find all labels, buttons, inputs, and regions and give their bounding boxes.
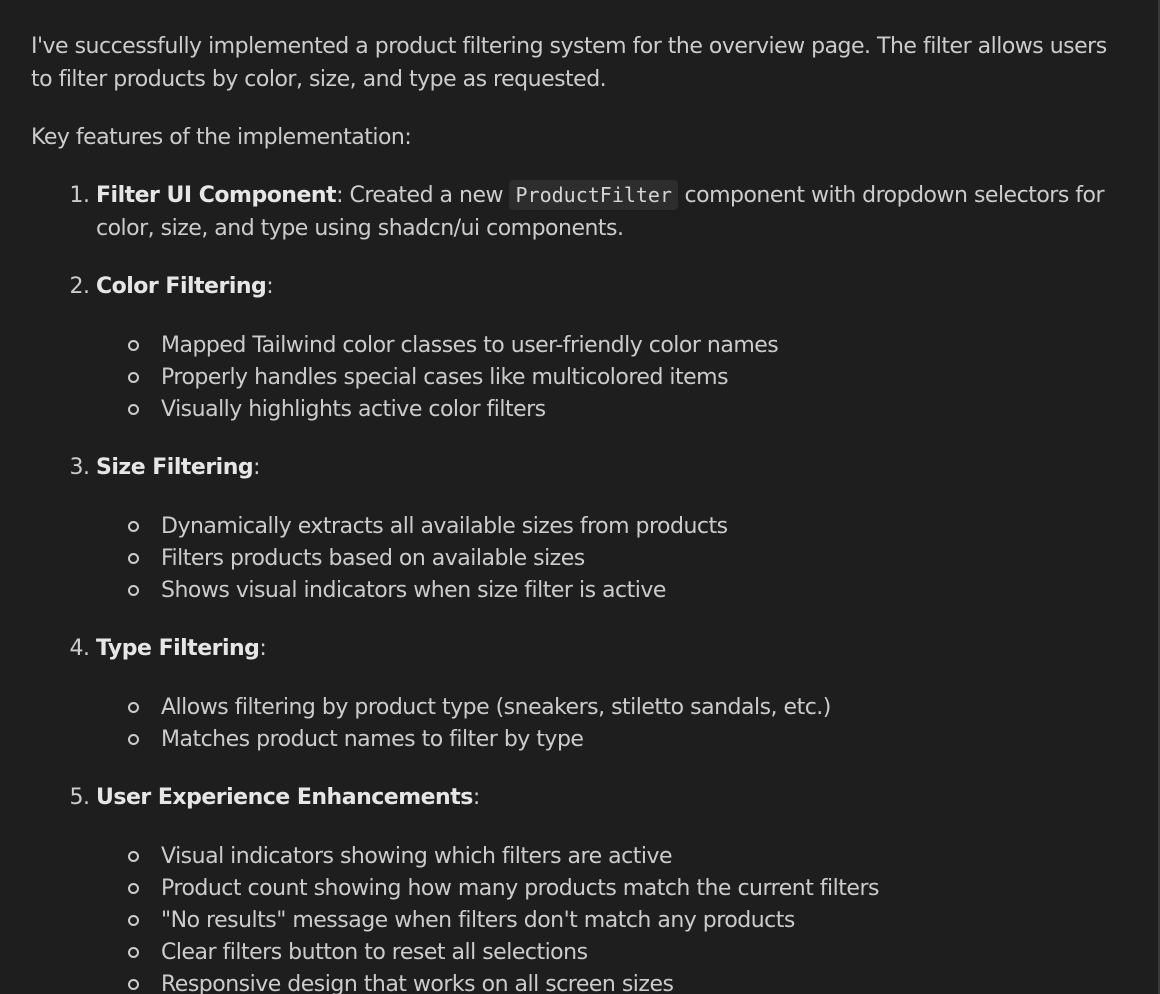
bullet-circle-icon (128, 702, 139, 713)
list-item (161, 873, 1131, 905)
feature-title: Type Filtering (96, 636, 260, 661)
list-item-text: Filters products based on available sizes (161, 546, 585, 571)
list-item-text: Dynamically extracts all available sizes from products (161, 514, 728, 539)
feature-item (96, 451, 1131, 607)
list-item (161, 969, 1131, 994)
bullet-circle-icon (128, 734, 139, 745)
list-item-text: "No results" message when filters don't match any products (161, 908, 795, 933)
bullet-circle-icon (128, 883, 139, 894)
list-item-text: Properly handles special cases like multicolored items (161, 365, 729, 390)
bullet-circle-icon (128, 404, 139, 415)
list-item (161, 937, 1131, 969)
feature-item (96, 781, 1131, 994)
list-item (161, 905, 1131, 937)
list-item (161, 543, 1131, 575)
list-item-text: Visually highlights active color filters (161, 397, 546, 422)
list-item (161, 362, 1131, 394)
inline-code: ProductFilter (509, 180, 678, 210)
bullet-circle-icon (128, 340, 139, 351)
bullet-circle-icon (128, 372, 139, 383)
list-item-text: Shows visual indicators when size filter is active (161, 578, 666, 603)
list-item-text: Matches product names to filter by type (161, 727, 584, 752)
bullet-circle-icon (128, 585, 139, 596)
list-item-text: Product count showing how many products match the current filters (161, 876, 879, 901)
feature-title: User Experience Enhancements (96, 785, 473, 810)
list-item (161, 692, 1131, 724)
list-item (161, 394, 1131, 426)
list-item (161, 841, 1131, 873)
list-item-text: Visual indicators showing which filters are active (161, 844, 672, 869)
list-item-text: Mapped Tailwind color classes to user-friendly color names (161, 333, 779, 358)
bullet-circle-icon (128, 947, 139, 958)
list-item (161, 575, 1131, 607)
feature-text: component with dropdown selectors for color, size, and type using shadcn/ui components. (96, 183, 1105, 241)
feature-item (96, 179, 1131, 245)
feature-suffix: : (253, 455, 261, 480)
sub-list (96, 841, 1131, 994)
feature-text: : Created a new (336, 183, 510, 208)
list-item-text: Responsive design that works on all screen sizes (161, 972, 674, 994)
sub-list (96, 692, 1131, 756)
feature-item (96, 270, 1131, 426)
sub-list (96, 511, 1131, 607)
feature-suffix: : (266, 274, 274, 299)
list-item-text: Clear filters button to reset all selections (161, 940, 588, 965)
intro-paragraph: I've successfully implemented a product filtering system for the overview page. The filter allows users to filter products by color, size, and type as requested. (31, 34, 1107, 92)
feature-title: Size Filtering (96, 455, 254, 480)
list-item (161, 330, 1131, 362)
list-item (161, 511, 1131, 543)
bullet-circle-icon (128, 979, 139, 990)
feature-suffix: : (259, 636, 267, 661)
feature-title: Color Filtering (96, 274, 267, 299)
bullet-circle-icon (128, 915, 139, 926)
features-heading: Key features of the implementation: (31, 125, 412, 150)
bullet-circle-icon (128, 553, 139, 564)
bullet-circle-icon (128, 851, 139, 862)
features-list (31, 179, 1131, 994)
feature-suffix: : (472, 785, 480, 810)
feature-item (96, 632, 1131, 756)
assistant-message (31, 30, 1131, 994)
bullet-circle-icon (128, 521, 139, 532)
list-item (161, 724, 1131, 756)
list-item-text: Allows filtering by product type (sneakers, stiletto sandals, etc.) (161, 695, 831, 720)
sub-list (96, 330, 1131, 426)
feature-title: Filter UI Component (96, 183, 337, 208)
